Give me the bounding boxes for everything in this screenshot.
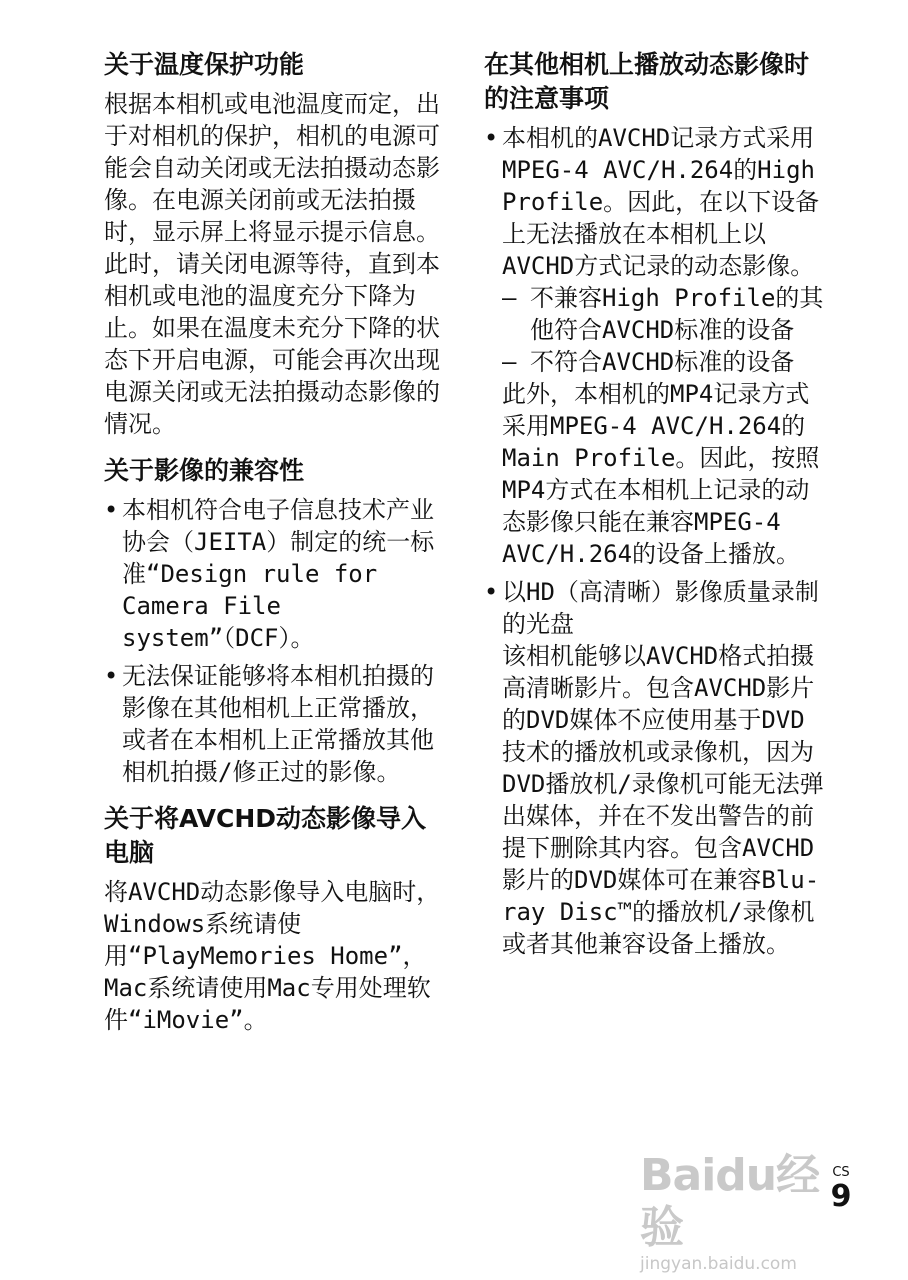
bullet-icon: •	[104, 496, 119, 524]
sub-list-item-text: 不符合AVCHD标准的设备	[530, 348, 795, 376]
section-heading: 关于影像的兼容性	[104, 456, 305, 485]
right-column	[484, 48, 824, 974]
section-body: 将AVCHD动态影像导入电脑时，Windows系统请使用“PlayMemories Home”，Mac系统请使用Mac专用处理软件“iMovie”。	[104, 878, 441, 1034]
sub-list-item-text: 不兼容High Profile的其他符合AVCHD标准的设备	[530, 284, 824, 344]
bullet-icon: •	[104, 662, 119, 690]
section-image-compatibility	[104, 454, 444, 788]
dash-icon: –	[502, 348, 517, 376]
list-item-text: 本相机的AVCHD记录方式采用MPEG-4 AVC/H.264的High Profile。因此，在以下设备上无法播放在本相机上以AVCHD方式记录的动态影像。	[502, 124, 820, 280]
section-heading: 关于将AVCHD动态影像导入电脑	[104, 804, 427, 867]
list-item-text: 无法保证能够将本相机拍摄的影像在其他相机上正常播放，或者在本相机上正常播放其他相机拍摄/修正过的影像。	[122, 662, 434, 786]
section-heading: 在其他相机上播放动态影像时的注意事项	[484, 50, 810, 113]
section-playback-on-other-devices	[484, 48, 824, 960]
list-item	[104, 660, 444, 788]
section-body: 根据本相机或电池温度而定，出于对相机的保护，相机的电源可能会自动关闭或无法拍摄动态影像。在电源关闭前或无法拍摄时，显示屏上将显示提示信息。此时，请关闭电源等待，直到本相机或电池的温度充分下降为止。如果在温度未充分下降的状态下开启电源，可能会再次出现电源关闭或无法拍摄动态影像的情况。	[104, 90, 440, 438]
list-item-note: 该相机能够以AVCHD格式拍摄高清晰影片。包含AVCHD影片的DVD媒体不应使用基于DVD技术的播放机或录像机，因为DVD播放机/录像机可能无法弹出媒体，并在不发出警告的前提下删除其内容。包含AVCHD影片的DVD媒体可在兼容Blu-ray Disc™的播放机/录像机或者其他兼容设备上播放。	[502, 642, 824, 958]
bullet-icon: •	[484, 578, 499, 606]
left-column	[104, 48, 444, 1050]
section-temperature-protection	[104, 48, 444, 440]
list-item	[104, 494, 444, 654]
list-item-note: 此外，本相机的MP4记录方式采用MPEG-4 AVC/H.264的Main Profile。因此，按照MP4方式在本相机上记录的动态影像只能在兼容MPEG-4 AVC/H.264的设备上播放。	[502, 380, 820, 568]
list-item	[484, 576, 824, 960]
list-item-text: 本相机符合电子信息技术产业协会（JEITA）制定的统一标准“Design rule for Camera File system”（DCF）。	[122, 496, 435, 652]
watermark-url: jingyan.baidu.com	[640, 1254, 797, 1274]
language-code: CS	[832, 1165, 850, 1180]
page-number-block	[826, 1166, 856, 1214]
section-heading: 关于温度保护功能	[104, 50, 305, 79]
watermark-logo: Baidu经验	[640, 1150, 820, 1253]
list-item	[484, 122, 824, 570]
bullet-icon: •	[484, 124, 499, 152]
sub-list-item	[502, 346, 824, 378]
sub-list-item	[502, 282, 824, 346]
section-import-avchd	[104, 802, 444, 1036]
baidu-jingyan-watermark	[640, 1150, 830, 1274]
page-number: 9	[830, 1179, 852, 1214]
list-item-text: 以HD（高清晰）影像质量录制的光盘	[502, 578, 819, 638]
dash-icon: –	[502, 284, 517, 312]
